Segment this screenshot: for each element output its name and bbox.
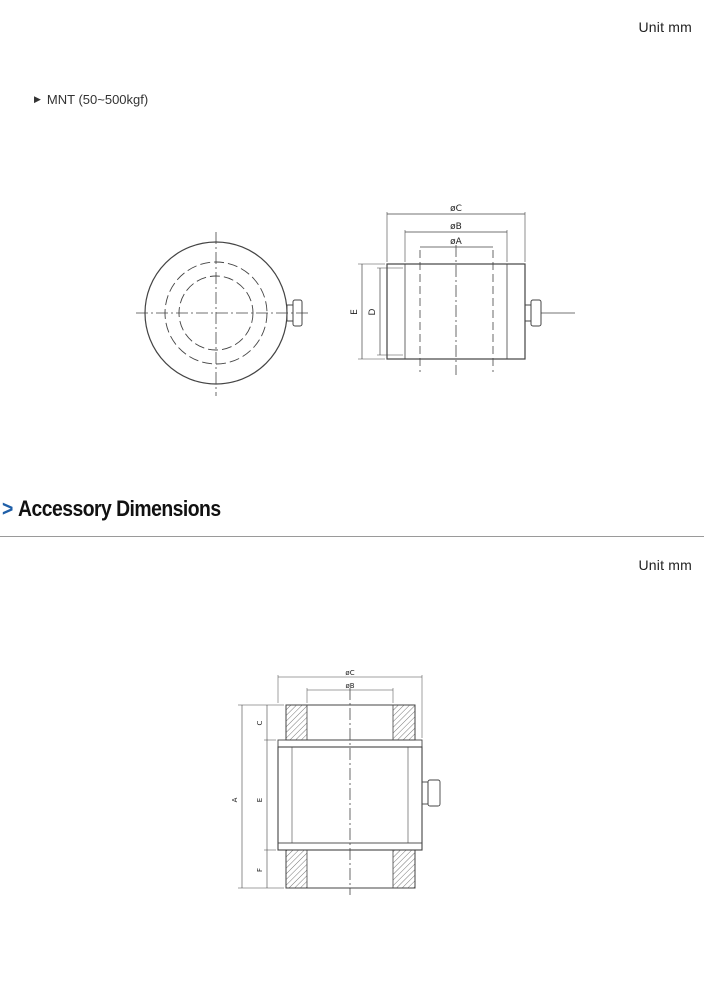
load-cell-drawing — [0, 190, 704, 400]
side-view — [358, 212, 575, 375]
dim-phi-c: øC — [450, 204, 462, 214]
section-divider — [0, 536, 704, 537]
dim-e: E — [256, 797, 264, 803]
chevron-right-icon: > — [2, 496, 13, 521]
dim-phi-b: øB — [450, 222, 462, 232]
dim-phi-b: øB — [345, 682, 355, 690]
section-title — [2, 496, 221, 522]
dim-phi-c: øC — [345, 669, 355, 677]
model-heading — [34, 92, 148, 107]
dim-e: E — [350, 309, 360, 315]
unit-label-bottom: Unit mm — [638, 557, 692, 573]
accessory-body — [238, 675, 440, 895]
dim-a: A — [231, 797, 239, 803]
triangle-right-icon: ▶ — [34, 94, 41, 104]
unit-label-top: Unit mm — [638, 19, 692, 35]
dim-d: D — [368, 308, 378, 316]
dim-c: C — [256, 720, 264, 726]
section-title-text: Accessory Dimensions — [18, 496, 221, 521]
model-name: MNT (50~500kgf) — [46, 92, 149, 107]
dim-f: F — [256, 867, 264, 873]
dim-phi-a: øA — [450, 237, 462, 247]
top-view — [136, 232, 310, 396]
accessory-drawing — [0, 665, 704, 895]
